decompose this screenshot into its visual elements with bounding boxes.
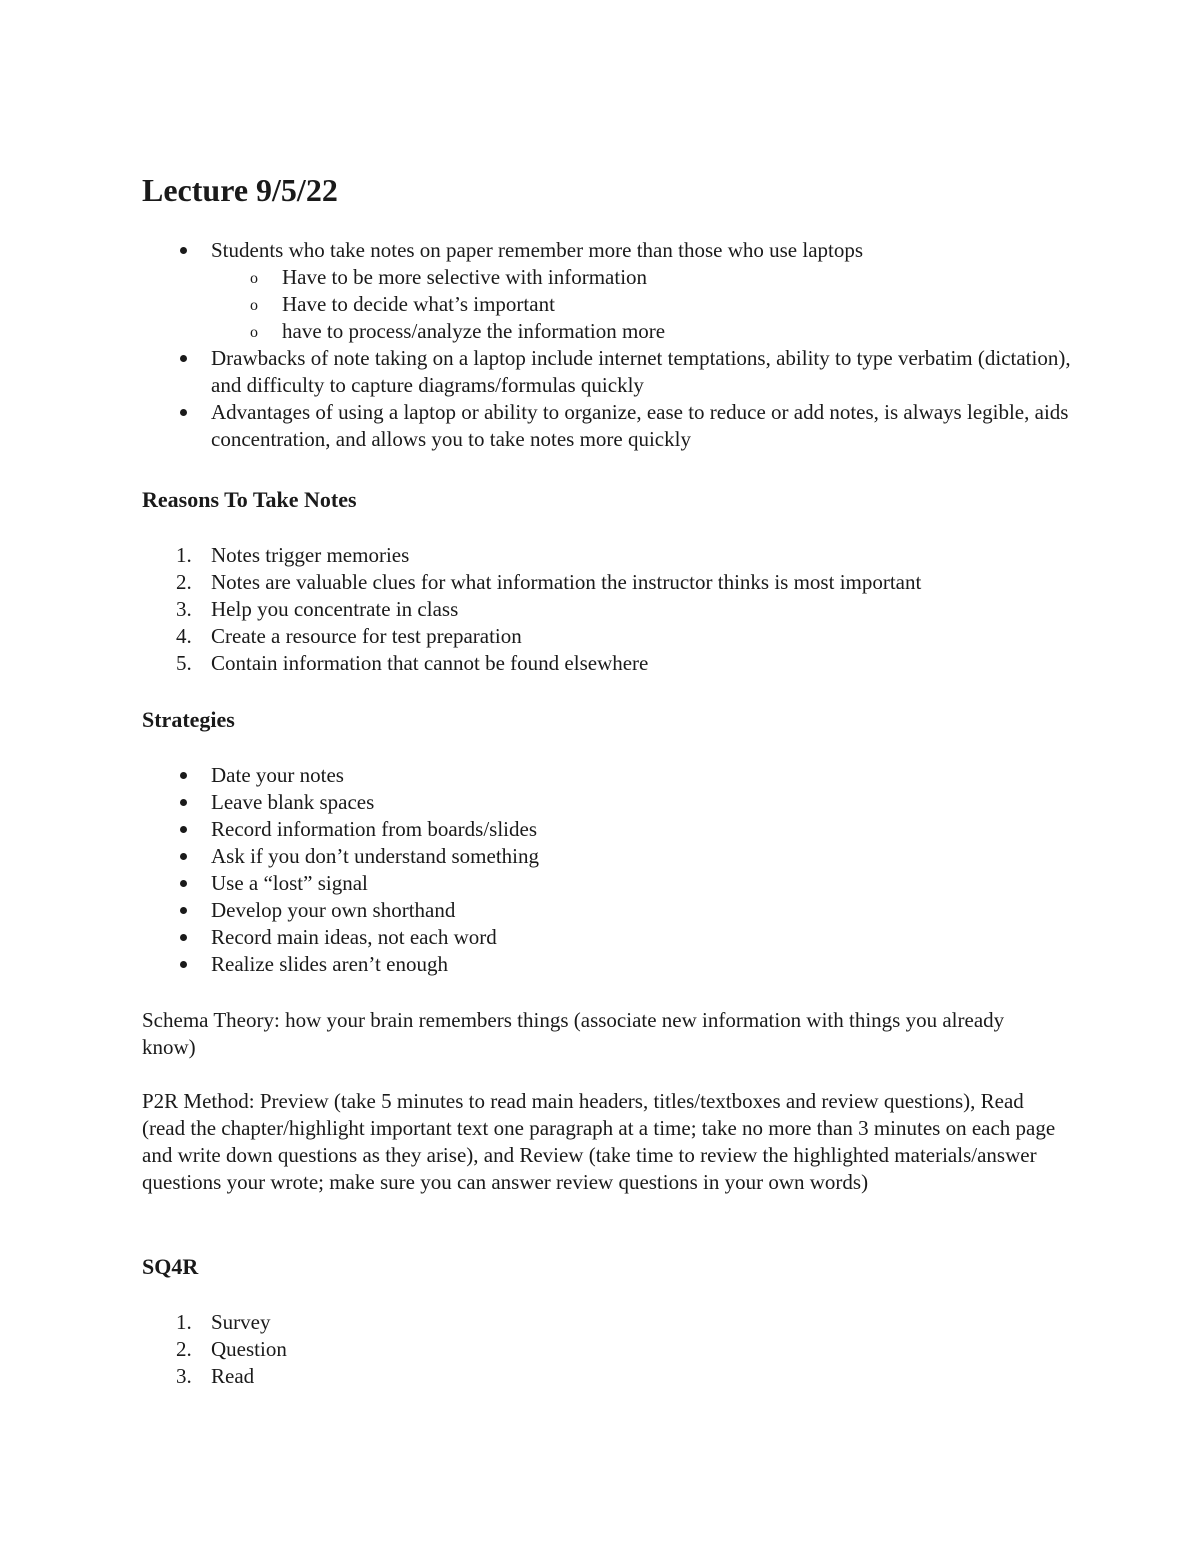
list-item-text: Advantages of using a laptop or ability to organize, ease to reduce or add notes, is always legible, aids concentration, and allows you to take notes more quickly xyxy=(211,400,1069,451)
bullet-icon xyxy=(173,951,193,978)
list-item-text: Question xyxy=(211,1337,287,1361)
list-item xyxy=(142,951,1072,978)
list-item xyxy=(142,623,1072,650)
list-item xyxy=(142,1336,1072,1363)
sub-list-item-text: have to process/analyze the information more xyxy=(282,319,666,343)
bullet-icon xyxy=(173,789,193,816)
p2r-method-paragraph: P2R Method: Preview (take 5 minutes to read main headers, titles/textboxes and review questions), Read (read the chapter/highlight important text one paragraph at a time; take no more than 3 minutes on each page and write down questions as they arise), and Review (take time to review the highlighted materials/answer questions your wrote; make sure you can answer review questions in your own words) xyxy=(142,1089,1056,1194)
list-item-text: Notes trigger memories xyxy=(211,543,410,567)
bullet-icon xyxy=(173,762,193,789)
list-item-text: Students who take notes on paper remember more than those who use laptops xyxy=(211,238,864,262)
list-item xyxy=(142,1363,1072,1390)
reasons-heading: Reasons To Take Notes xyxy=(142,487,357,512)
list-item xyxy=(142,1309,1072,1336)
list-item xyxy=(142,897,1072,924)
list-item-text: Use a “lost” signal xyxy=(211,871,368,895)
list-item xyxy=(142,345,1072,399)
sq4r-heading: SQ4R xyxy=(142,1254,199,1279)
list-number: 2. xyxy=(176,1337,192,1361)
list-item-text: Date your notes xyxy=(211,763,344,787)
reasons-numbered-list xyxy=(142,542,1072,677)
page-title: Lecture 9/5/22 xyxy=(142,172,338,208)
list-item xyxy=(142,816,1072,843)
strategies-heading: Strategies xyxy=(142,707,235,732)
list-number: 4. xyxy=(176,624,192,648)
sq4r-numbered-list xyxy=(142,1309,1072,1390)
list-item-text: Create a resource for test preparation xyxy=(211,624,522,648)
list-item-text: Survey xyxy=(211,1310,271,1334)
bullet-icon xyxy=(173,816,193,843)
sub-list-item-text: Have to be more selective with information xyxy=(282,265,648,289)
list-item xyxy=(142,870,1072,897)
sub-list-item-text: Have to decide what’s important xyxy=(282,292,555,316)
list-item xyxy=(142,542,1072,569)
sub-list-item xyxy=(142,264,1072,291)
list-item-text: Leave blank spaces xyxy=(211,790,375,814)
bullet-icon xyxy=(173,870,193,897)
list-item-text: Notes are valuable clues for what information the instructor thinks is most important xyxy=(211,570,922,594)
list-item-text: Drawbacks of note taking on a laptop include internet temptations, ability to type verbatim (dictation), and difficulty to capture diagrams/formulas quickly xyxy=(211,346,1071,397)
bullet-icon xyxy=(173,843,193,870)
list-item-text: Read xyxy=(211,1364,255,1388)
list-item-text: Develop your own shorthand xyxy=(211,898,456,922)
list-number: 1. xyxy=(176,543,192,567)
list-item-text: Record information from boards/slides xyxy=(211,817,538,841)
strategies-bullet-list xyxy=(142,762,1072,978)
bullet-icon xyxy=(173,345,193,372)
list-item-text: Record main ideas, not each word xyxy=(211,925,497,949)
list-item xyxy=(142,569,1072,596)
hollow-bullet-icon: o xyxy=(250,324,258,341)
list-item xyxy=(142,650,1072,677)
list-number: 3. xyxy=(176,1364,192,1388)
list-item-text: Ask if you don’t understand something xyxy=(211,844,540,868)
list-item xyxy=(142,762,1072,789)
bullet-icon xyxy=(173,897,193,924)
bullet-icon xyxy=(173,237,193,264)
schema-theory-paragraph: Schema Theory: how your brain remembers things (associate new information with things you already know) xyxy=(142,1008,1005,1059)
hollow-bullet-icon: o xyxy=(250,270,258,287)
list-item xyxy=(142,399,1072,453)
bullet-icon xyxy=(173,924,193,951)
sub-list-item xyxy=(142,291,1072,318)
list-item xyxy=(142,789,1072,816)
list-number: 1. xyxy=(176,1310,192,1334)
list-number: 3. xyxy=(176,597,192,621)
sub-list-item xyxy=(142,318,1072,345)
bullet-icon xyxy=(173,399,193,426)
list-item xyxy=(142,596,1072,623)
list-number: 2. xyxy=(176,570,192,594)
list-item-text: Help you concentrate in class xyxy=(211,597,459,621)
list-item-text: Contain information that cannot be found elsewhere xyxy=(211,651,649,675)
list-item-text: Realize slides aren’t enough xyxy=(211,952,448,976)
hollow-bullet-icon: o xyxy=(250,297,258,314)
list-item xyxy=(142,237,1072,264)
intro-bullet-list xyxy=(142,237,1072,453)
list-item xyxy=(142,843,1072,870)
list-item xyxy=(142,924,1072,951)
list-number: 5. xyxy=(176,651,192,675)
